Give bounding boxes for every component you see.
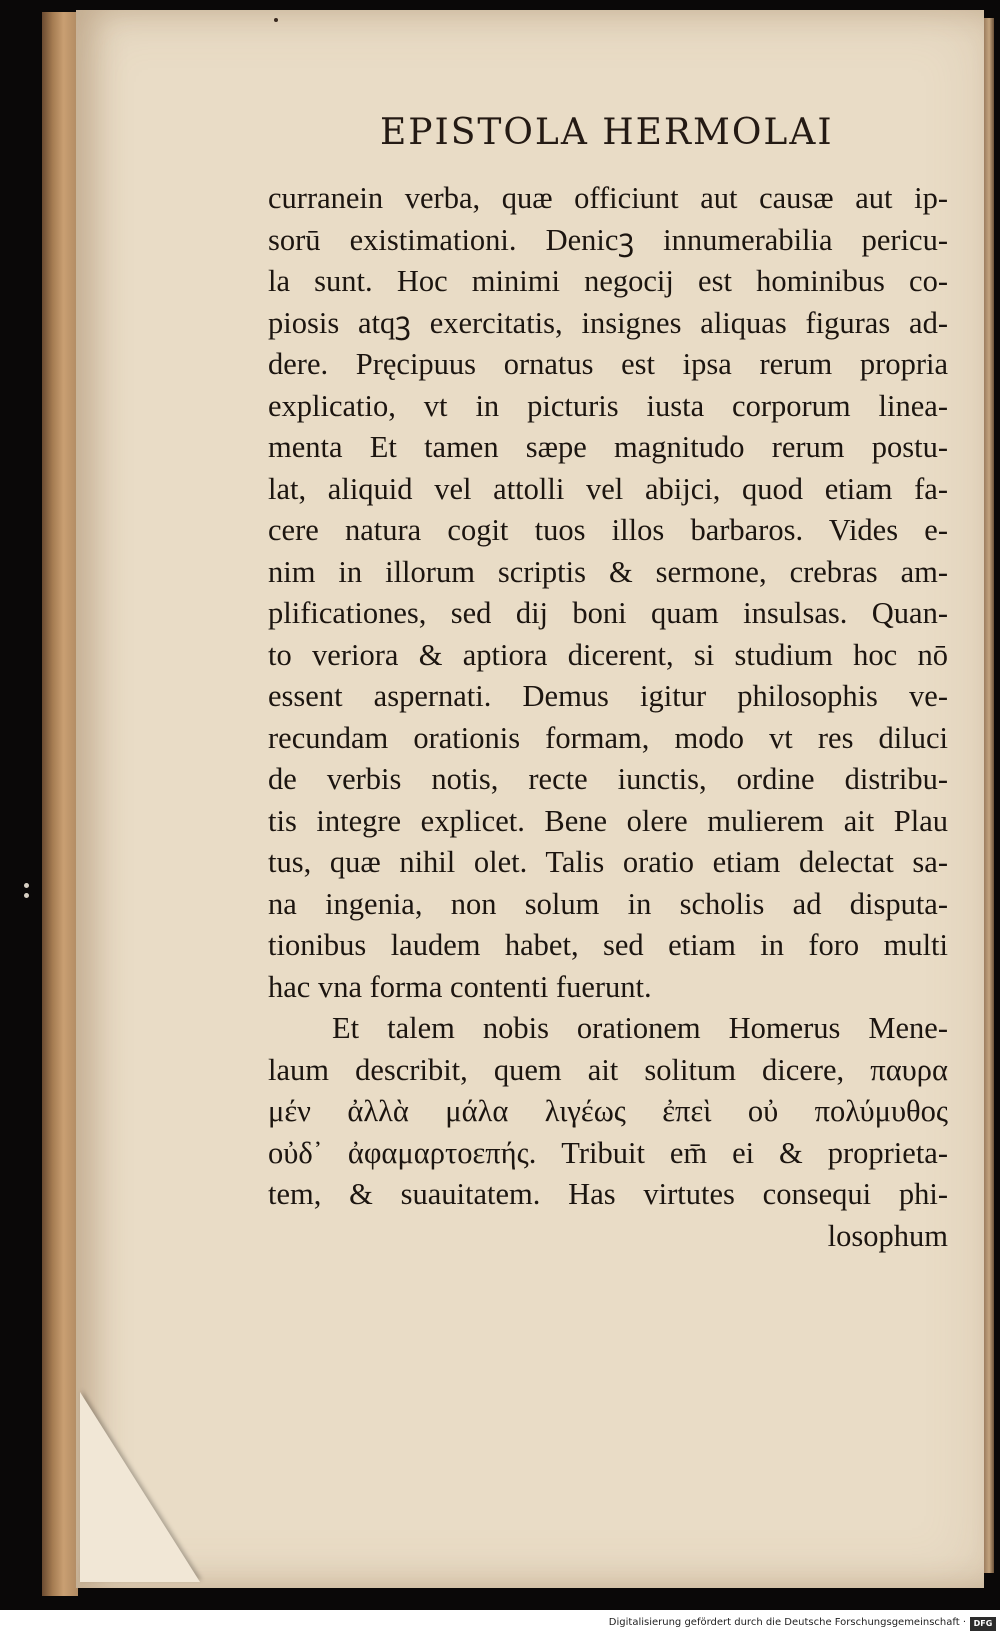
text-line: οὐδ᾽ ἀφαμαρτοεπής. Tribuit em̄ ei & proprieta- xyxy=(268,1135,948,1170)
dfg-logo: DFG xyxy=(970,1617,996,1631)
running-head: EPISTOLA HERMOLAI xyxy=(380,112,834,153)
text-line: tus, quæ nihil olet. Talis oratio etiam delectat sa- xyxy=(268,845,948,879)
text-line: laum describit, quem ait solitum dicere, παυρα xyxy=(268,1052,948,1087)
text-line: nim in illorum scriptis & sermone, crebras am- xyxy=(268,554,948,589)
ink-speck xyxy=(274,18,278,22)
margin-speck xyxy=(24,883,29,888)
text-line: recundam orationis formam, modo vt res diluci xyxy=(268,720,948,755)
folded-corner xyxy=(80,1392,200,1582)
text-line: menta Et tamen sæpe magnitudo rerum postu- xyxy=(268,430,948,464)
margin-speck xyxy=(24,893,29,898)
text-line: na ingenia, non solum in scholis ad disputa- xyxy=(268,886,948,921)
text-line: tionibus laudem habet, sed etiam in foro multi xyxy=(268,928,948,962)
body-text xyxy=(268,178,948,1257)
text-line: explicatio, vt in picturis iusta corporum linea- xyxy=(268,388,948,423)
text-line: plificationes, sed dij boni quam insulsas. Quan- xyxy=(268,596,948,630)
text-line: la sunt. Hoc minimi negocij est hominibus co- xyxy=(268,264,948,298)
text-line: tem, & suauitatem. Has virtutes consequi phi- xyxy=(268,1177,948,1211)
greek-text-line: μέν ἀλλὰ μάλα λιγέως ἐπεὶ οὐ πολύμυθος xyxy=(268,1094,948,1128)
funding-credit: Digitalisierung gefördert durch die Deutsche Forschungsgemeinschaft · xyxy=(608,1617,966,1628)
catchword: losophum xyxy=(827,1218,948,1253)
text-line: piosis atqꝫ exercitatis, insignes aliquas figuras ad- xyxy=(268,305,948,340)
text-line: dere. Pręcipuus ornatus est ipsa rerum propria xyxy=(268,347,948,381)
footer-bar xyxy=(0,1610,1000,1638)
text-line: hac vna forma contenti fuerunt. xyxy=(268,969,652,1004)
text-line: essent aspernati. Demus igitur philosophis ve- xyxy=(268,679,948,713)
text-line: curranein verba, quæ officiunt aut causæ aut ip- xyxy=(268,181,948,215)
text-line: Et talem nobis orationem Homerus Mene- xyxy=(332,1011,948,1045)
text-line: de verbis notis, recte iunctis, ordine distribu- xyxy=(268,762,948,796)
text-line: sorū existimationi. Denicꝫ innumerabilia pericu- xyxy=(268,222,948,257)
text-line: to veriora & aptiora dicerent, si studium hoc nō xyxy=(268,637,948,672)
text-line: lat, aliquid vel attolli vel abijci, quod etiam fa- xyxy=(268,471,948,506)
text-line: cere natura cogit tuos illos barbaros. Vides e- xyxy=(268,513,948,547)
text-line: tis integre explicet. Bene olere mulierem ait Plau xyxy=(268,803,948,838)
book-spine xyxy=(42,12,78,1596)
